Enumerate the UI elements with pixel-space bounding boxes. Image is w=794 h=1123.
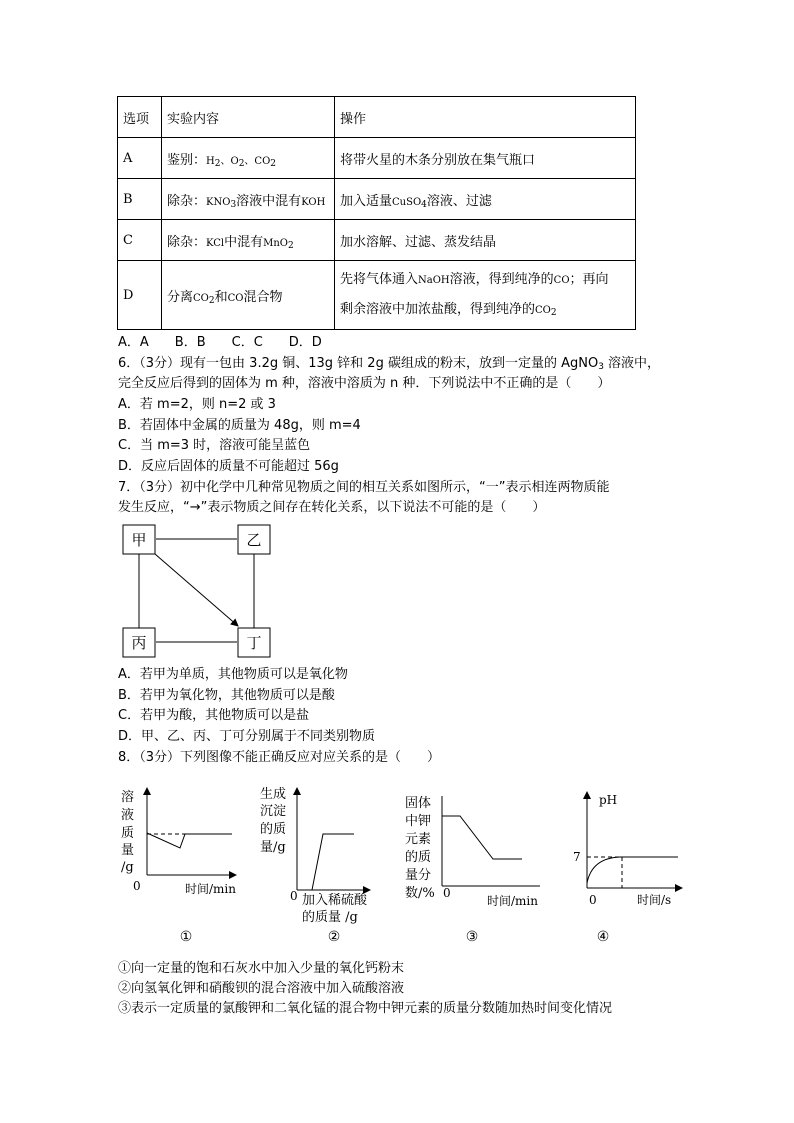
table-header-row — [118, 97, 636, 138]
graph3-ylabel-4: 的质 — [405, 850, 432, 865]
label-jia: 甲 — [131, 531, 147, 549]
graph2-ylabel-4: 量/g — [260, 840, 286, 855]
q8-graphs — [110, 780, 710, 950]
graph1-ylabel-2: 液 — [121, 808, 135, 823]
row-a-content: 鉴别：$H_2$、$O_2$、$CO_2$ — [162, 138, 335, 179]
graph1-ylabel-5: /g — [121, 860, 134, 875]
graph-3 — [405, 795, 540, 945]
graph1-xlabel: 时间/min — [185, 882, 236, 896]
header-content: 实验内容 — [162, 97, 335, 138]
row-a-option: A — [118, 138, 162, 179]
table-row-a — [118, 138, 636, 179]
q7-option-d: D．甲、乙、丙、丁可分别属于不同类别物质 — [118, 729, 376, 744]
experiment-table — [117, 96, 636, 330]
row-b-operation: 加入适量CuSO$_4$溶液、过滤 — [335, 179, 636, 220]
q7-relation-diagram — [118, 522, 278, 662]
table-row-c — [118, 220, 636, 261]
q6-option-a: A．若 m=2，则 n=2 或 3 — [118, 397, 276, 412]
q7-line1: 7．（3分）初中化学中几种常见物质之间的相互关系如图所示，“一”表示相连两物质能 — [118, 480, 610, 495]
table-row-d — [118, 261, 636, 330]
row-a-operation: 将带火星的木条分别放在集气瓶口 — [335, 138, 636, 179]
row-d-operation: 先将气体通入NaOH溶液，得到纯净的CO；再向 剩余溶液中加浓盐酸，得到纯净的$CO_2$ — [335, 261, 636, 330]
graph2-ylabel-1: 生成 — [260, 787, 287, 802]
label-ding: 丁 — [246, 634, 262, 652]
graph4-xlabel: 时间/s — [637, 893, 672, 907]
graph2-ylabel-3: 的质 — [260, 822, 287, 837]
graph3-ylabel-5: 量分 — [405, 868, 432, 883]
q6-line2: 完全反应后得到的固体为 m 种，溶液中溶质为 n 种．下列说法中不正确的是（ ） — [118, 376, 611, 391]
row-b-option: B — [118, 179, 162, 220]
q8-desc-2: ②向氢氧化钾和硝酸钡的混合溶液中加入硫酸溶液 — [118, 981, 405, 996]
graph2-xlabel-2: 的质量 /g — [302, 910, 358, 925]
graph1-number: ① — [179, 929, 193, 945]
graph-2 — [260, 786, 370, 945]
graph1-ylabel-1: 溶 — [121, 790, 135, 805]
q6-option-d: D．反应后固体的质量不可能超过 56g — [118, 459, 339, 474]
q5-options: A．A B．B C．C D．D — [118, 335, 322, 350]
graph1-curve — [147, 833, 232, 848]
row-d-content: 分离$CO_2$和CO混合物 — [162, 261, 335, 330]
row-b-content: 除杂：$KNO_3$溶液中混有KOH — [162, 179, 335, 220]
graph4-number: ④ — [596, 929, 610, 945]
graph3-number: ③ — [465, 929, 479, 945]
graph4-origin: 0 — [589, 893, 597, 907]
graph4-tick-7: 7 — [573, 850, 581, 864]
graph3-ylabel-2: 中钾 — [405, 814, 432, 829]
q7-option-b: B．若甲为氧化物，其他物质可以是酸 — [118, 688, 335, 703]
label-bing: 丙 — [131, 634, 147, 652]
graph1-ylabel-4: 量 — [121, 843, 135, 858]
graph4-curve — [587, 857, 678, 883]
table-row-b — [118, 179, 636, 220]
header-option: 选项 — [118, 97, 162, 138]
graph4-ylabel: pH — [599, 793, 618, 807]
row-c-content: 除杂：KCl中混有MnO$_2$ — [162, 220, 335, 261]
row-c-operation: 加水溶解、过滤、蒸发结晶 — [335, 220, 636, 261]
q8-desc-3: ③表示一定质量的氯酸钾和二氧化锰的混合物中钾元素的质量分数随加热时间变化情况 — [118, 1001, 613, 1016]
row-c-option: C — [118, 220, 162, 261]
graph2-ylabel-2: 沉淀 — [260, 804, 287, 819]
graph2-number: ② — [327, 929, 341, 945]
graph3-ylabel-6: 数/% — [405, 886, 435, 901]
graph3-origin: 0 — [443, 886, 451, 900]
arrow-jia-ding — [155, 554, 238, 626]
graph2-curve — [312, 834, 354, 890]
q6-option-b: B．若固体中金属的质量为 48g，则 m=4 — [118, 418, 361, 433]
graph3-ylabel-1: 固体 — [405, 796, 432, 811]
graph-1 — [121, 788, 236, 945]
q7-option-c: C．若甲为酸，其他物质可以是盐 — [118, 708, 310, 723]
row-d-option: D — [118, 261, 162, 330]
q6-line1: 6．（3分）现有一包由 3.2g 铜、13g 锌和 2g 碳组成的粉末，放到一定量的 AgNO$_3$ 溶液中， — [118, 356, 661, 372]
graph2-xlabel-1: 加入稀硫酸 — [302, 893, 368, 908]
graph3-curve — [442, 816, 522, 859]
graph2-origin: 0 — [290, 889, 298, 903]
graph3-xlabel: 时间/min — [487, 894, 538, 908]
graph-4 — [573, 792, 682, 945]
q7-line2: 发生反应，“→”表示物质之间存在转化关系，以下说法不可能的是（ ） — [118, 500, 546, 515]
graph1-ylabel-3: 质 — [121, 826, 135, 841]
q6-option-c: C．当 m=3 时，溶液可能呈蓝色 — [118, 438, 311, 453]
q8-line1: 8．（3分）下列图像不能正确反应对应关系的是（ ） — [118, 750, 441, 765]
q8-desc-1: ①向一定量的饱和石灰水中加入少量的氧化钙粉末 — [118, 961, 405, 976]
header-operation: 操作 — [335, 97, 636, 138]
q7-option-a: A．若甲为单质，其他物质可以是氧化物 — [118, 667, 348, 682]
label-yi: 乙 — [246, 531, 262, 549]
graph1-origin: 0 — [133, 879, 141, 893]
graph3-ylabel-3: 元素 — [405, 832, 432, 847]
